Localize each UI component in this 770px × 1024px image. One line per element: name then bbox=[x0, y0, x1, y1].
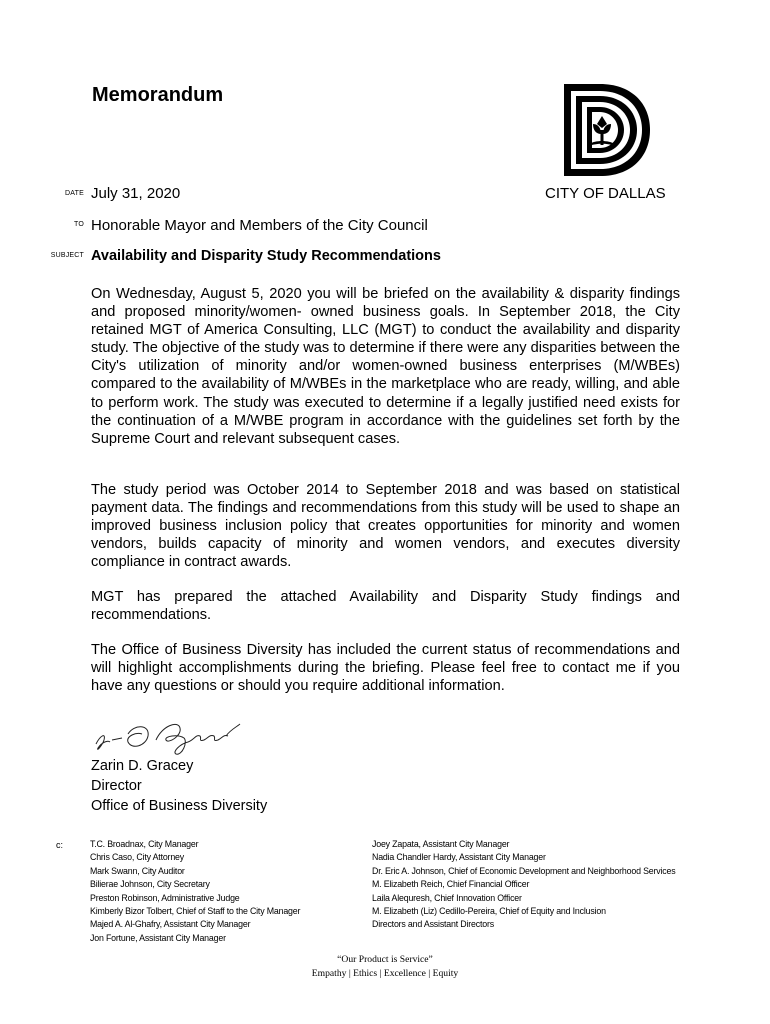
cc-recipient: Laila Alequresh, Chief Innovation Officer bbox=[372, 892, 522, 904]
cc-recipient: Majed A. Al-Ghafry, Assistant City Manager bbox=[90, 919, 251, 931]
subject-label: SUBJECT bbox=[50, 252, 84, 259]
to-label: TO bbox=[74, 221, 84, 228]
date-label: DATE bbox=[65, 190, 84, 197]
footer bbox=[0, 953, 770, 980]
city-name: CITY OF DALLAS bbox=[545, 185, 666, 202]
cc-recipient: Joey Zapata, Assistant City Manager bbox=[372, 839, 510, 850]
footer-motto: “Our Product is Service” bbox=[337, 954, 433, 965]
cc-recipient: Kimberly Bizor Tolbert, Chief of Staff to the City Manager bbox=[90, 906, 301, 918]
to-value: Honorable Mayor and Members of the City Council bbox=[91, 217, 428, 234]
cc-recipient: M. Elizabeth Reich, Chief Financial Officer bbox=[372, 879, 530, 891]
cc-recipient: M. Elizabeth (Liz) Cedillo-Pereira, Chief of Equity and Inclusion bbox=[372, 906, 606, 918]
cc-list-left bbox=[90, 838, 300, 945]
cc-recipient: Chris Caso, City Attorney bbox=[90, 852, 184, 864]
cc-label: c: bbox=[56, 840, 64, 850]
cc-recipient: Nadia Chandler Hardy, Assistant City Manager bbox=[372, 852, 546, 864]
cc-recipient: Mark Swann, City Auditor bbox=[90, 865, 185, 877]
body-paragraph: On Wednesday, August 5, 2020 you will be briefed on the availability & disparity findings and proposed minority/women- owned business goals. In September 2018, the City retained MGT of America Consulting, LLC (MGT) to conduct the availability and disparity study. The objective of the study was to determine if there were any disparities between the City's utilization of minority and/or women-owned business enterprises (M/WBEs) compared to the availability of M/WBEs in the marketplace who are ready, willing, and able to perform work. The study was executed to determine if a legally justified need exists for the continuation of a M/WBE program in accordance with the guidelines set forth by the Supreme Court and relevant subsequent cases. bbox=[91, 286, 680, 447]
cc-recipient: Directors and Assistant Directors bbox=[372, 919, 494, 931]
cc-list-right bbox=[372, 838, 675, 932]
city-of-dallas-logo-icon bbox=[560, 82, 652, 178]
body-paragraph: The Office of Business Diversity has included the current status of recommendations and will highlight accomplishments during the briefing. Please feel free to contact me if you have any questions or should you require additional information. bbox=[91, 642, 680, 695]
date-value: July 31, 2020 bbox=[91, 185, 181, 202]
signer-office: Office of Business Diversity bbox=[91, 798, 268, 814]
memo-title: Memorandum bbox=[92, 84, 224, 106]
handwritten-signature-icon bbox=[88, 710, 248, 760]
cc-recipient: Dr. Eric A. Johnson, Chief of Economic Development and Neighborhood Services bbox=[372, 865, 676, 877]
cc-recipient: Preston Robinson, Administrative Judge bbox=[90, 892, 240, 904]
body-paragraph: The study period was October 2014 to September 2018 and was based on statistical payment data. The findings and recommendations from this study will be used to shape an improved business inclusion policy that creates opportunities for minority and women vendors, builds capacity of minority and women vendors, and executes diversity compliance in contract awards. bbox=[91, 482, 680, 571]
cc-recipient: Jon Fortune, Assistant City Manager bbox=[90, 932, 226, 944]
signer-title: Director bbox=[91, 778, 142, 794]
cc-recipient: Bilierae Johnson, City Secretary bbox=[90, 879, 210, 891]
cc-recipient: T.C. Broadnax, City Manager bbox=[90, 839, 199, 850]
footer-values: Empathy | Ethics | Excellence | Equity bbox=[311, 967, 459, 979]
signer-name: Zarin D. Gracey bbox=[91, 758, 194, 774]
subject-value: Availability and Disparity Study Recommendations bbox=[91, 248, 441, 264]
body-paragraph: MGT has prepared the attached Availability and Disparity Study findings and recommendations. bbox=[91, 589, 680, 624]
